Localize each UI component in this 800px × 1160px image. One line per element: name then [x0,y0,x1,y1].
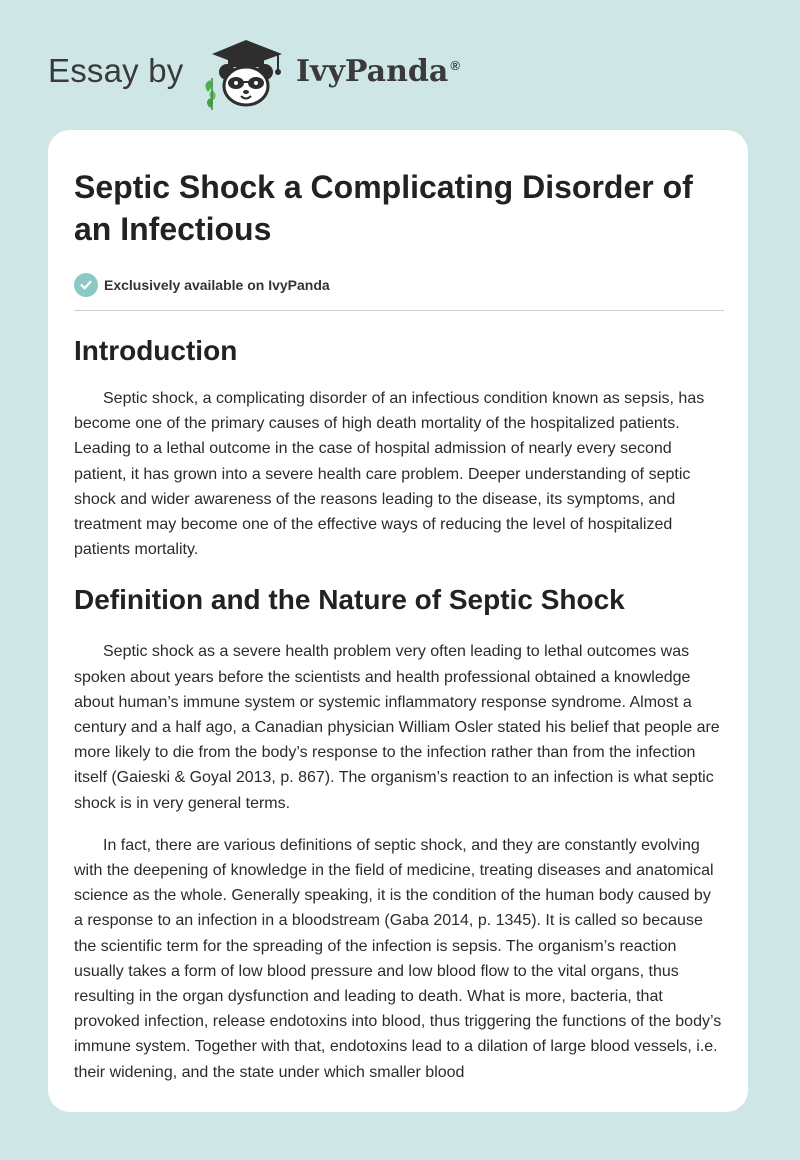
brand-name-text: IvyPanda [296,54,449,89]
registered-mark: ® [450,58,460,73]
exclusive-badge [74,272,724,298]
panda-graduate-icon[interactable] [200,34,292,110]
brand-name[interactable] [296,54,460,89]
paragraph-introduction-1: Septic shock, a complicating disorder of an infectious condition known as sepsis, has become one of the primary causes of high death mortality of the hospitalized patients. Leading to a lethal outcome in the case of hospital admission of nearly every second patient, it has grown into a severe health care problem. Deeper understanding of septic shock and wider awareness of the reasons leading to the disease, its symptoms, and treatment may become one of the effective ways of reducing the level of hospitalized patients mortality. [74,390,705,559]
essay-content [74,166,724,1085]
essay-title: Septic Shock a Complicating Disorder of an Infectious [74,169,693,247]
paragraph-definition-1: Septic shock as a severe health problem very often leading to lethal outcomes was spoken about years before the scientists and health professional obtained a knowledge about human’s immune system or systemic inflammatory response syndrome. Almost a century and a half ago, a Canadian physician William Osler stated his belief that people are more likely to die from the body’s response to the infection rather than from the infection itself (Gaieski & Goyal 2013, p. 867). The organism’s reaction to an infection is what septic shock is in very general terms. [74,643,720,812]
site-header [48,34,548,114]
section-heading-introduction: Introduction [74,335,238,366]
essay-by-label: Essay by [48,52,184,89]
check-circle-icon [74,273,98,297]
paragraph-definition-2: In fact, there are various definitions of septic shock, and they are constantly evolving with the deepening of knowledge in the field of medicine, treating diseases and anatomical science as the whole. Generally speaking, it is the condition of the human body caused by a response to an infection in a bloodstream (Gaba 2014, p. 1345). It is called so because the scientific term for the spreading of the infection is sepsis. The organism’s reaction usually takes a form of low blood pressure and low blood flow to the vital organs, thus resulting in the organ dysfunction and leading to death. What is more, bacteria, that provoked infection, release endotoxins into blood, thus triggering the functions of the body’s immune system. Together with that, endotoxins lead to a dilation of large blood vessels, i.e. their widening, and the state under which smaller blood [74,836,722,1081]
essay-card [48,130,748,1112]
exclusive-label: Exclusively available on IvyPanda [104,277,330,293]
title-divider [74,310,724,311]
section-heading-definition: Definition and the Nature of Septic Shock [74,584,625,616]
